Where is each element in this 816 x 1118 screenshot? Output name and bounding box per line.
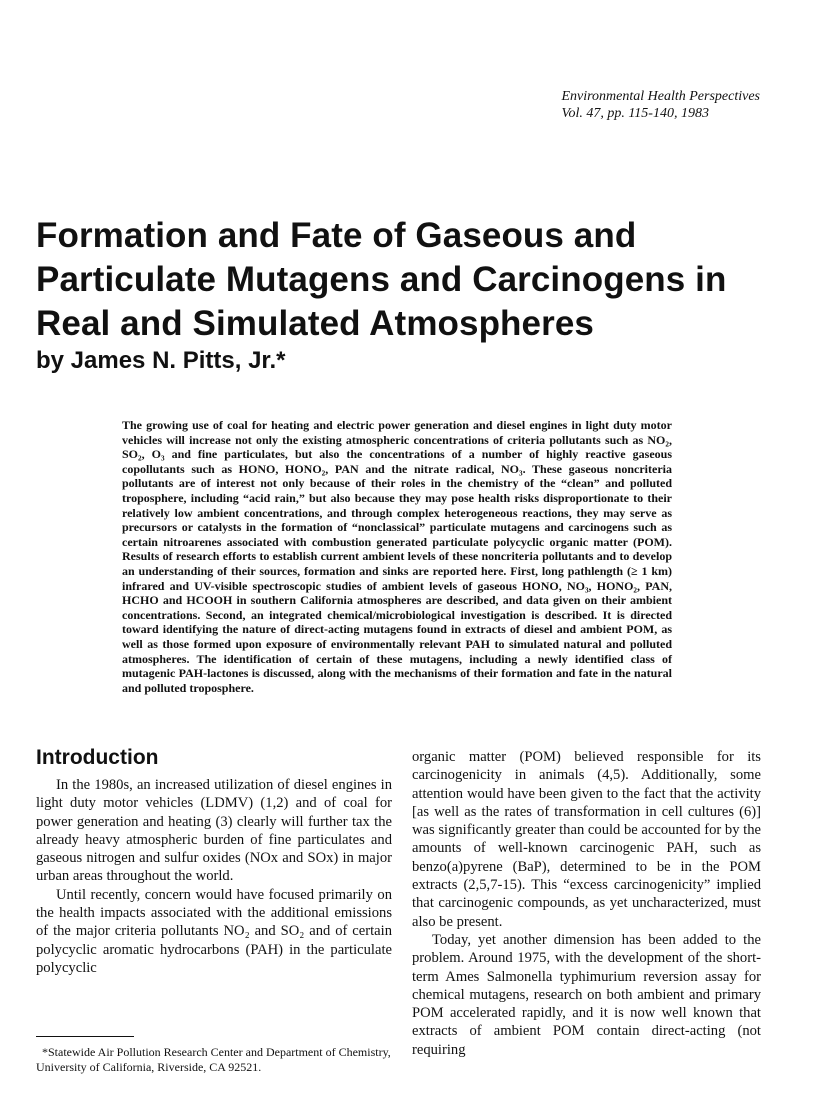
paragraph: organic matter (POM) believed responsible for its carcinogenicity in animals (4,5). Additionally, some attention would have been given to the fact that the activity [as well as the rates of transformation in cell cultures (6)] was significantly greater than could be accounted for by the amounts of well-known carcinogenic PAH, such as benzo(a)pyrene (BaP), determined to be in the POM extracts (2,5,7-15). This “excess carcinogenicity” implied that carcinogenic compounds, as yet uncharacterized, must also be present. xyxy=(412,749,761,930)
article-author: by James N. Pitts, Jr.* xyxy=(36,347,286,374)
article-title: Formation and Fate of Gaseous and Particulate Mutagens and Carcinogens in Real and Simulated Atmospheres xyxy=(36,216,727,343)
journal-citation: Vol. 47, pp. 115-140, 1983 xyxy=(561,106,709,121)
paragraph: Until recently, concern would have focused primarily on the health impacts associated with the additional emissions of the major criteria pollutants NO₂ and SO₂ and of certain polycyclic aromatic hydrocarbons (PAH) in the particulate polycyclic xyxy=(36,886,392,976)
section-heading-introduction: Introduction xyxy=(36,746,159,769)
paragraph: Today, yet another dimension has been added to the problem. Around 1975, with the development of the short-term Ames Salmonella typhimurium reversion assay for chemical mutagens, research on both ambient and primary POM accelerated rapidly, and it is now well known that extracts of ambient POM contain direct-acting (not requiring xyxy=(412,931,761,1058)
footnote-divider xyxy=(36,1036,134,1037)
journal-name: Environmental Health Perspectives xyxy=(561,89,760,104)
abstract: The growing use of coal for heating and electric power generation and diesel engines in light duty motor vehicles will increase not only the existing atmospheric concentrations of criteria pollutants such as NO₂, SO₂, O₃ and fine particulates, but also the concentrations of a number of highly reactive gaseous copollutants such as HONO, HONO₂, PAN and the nitrate radical, NO₃. These gaseous noncriteria pollutants are of interest not only because of their roles in the chemistry of the “clean” and polluted troposphere, including “acid rain,” but also because they may pose health risks disproportionate to their relatively low ambient concentrations, and through complex heterogeneous reactions, they may serve as precursors or catalysts in the formation of “nonclassical” particulate mutagens and carcinogens such as certain nitroarenes associated with combustion generated particulate polycyclic organic matter (POM). Results of research efforts to establish current ambient levels of these noncriteria pollutants and to develop an understanding of their sources, formation and sinks are reported here. First, long pathlength (≥ 1 km) infrared and UV-visible spectroscopic studies of ambient levels of gaseous HONO, NO₃, HONO₂, PAN, HCHO and HCOOH in southern California atmospheres are described, and data given on their ambient concentrations. Second, an integrated chemical/microbiological investigation is described. It is directed toward identifying the nature of direct-acting mutagens found in extracts of diesel and ambient POM, as well as those formed upon exposure of environmentally relevant PAH to simulated natural and polluted atmospheres. The identification of certain of these mutagens, including a newly identified class of mutagenic PAH-lactones is discussed, along with the mechanisms of their formation and fate in the natural and polluted troposphere. xyxy=(122,418,672,695)
footnote-affiliation: *Statewide Air Pollution Research Center and Department of Chemistry, University of California, Riverside, CA 92521. xyxy=(36,1045,391,1074)
right-column xyxy=(412,748,761,1059)
paragraph: In the 1980s, an increased utilization of diesel engines in light duty motor vehicles (LDMV) (1,2) and of coal for power generation and heating (3) clearly will further tax the already heavy atmospheric burden of fine particulates and gaseous nitrogen and sulfur oxides (NOx and SOx) in major urban areas throughout the world. xyxy=(36,777,392,885)
journal-header xyxy=(561,88,760,122)
left-column xyxy=(36,744,392,977)
